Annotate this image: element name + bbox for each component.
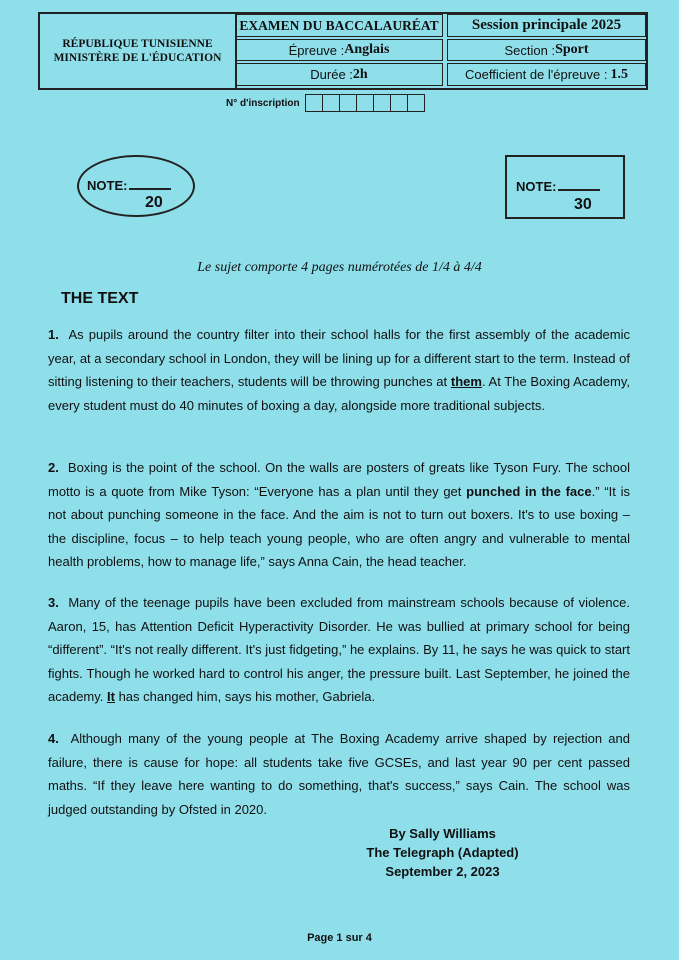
coefficient-cell [447,63,646,86]
bold-phrase: punched in the face [466,483,592,499]
paragraph-text: .” “It is not about punching someone in the face. And the aim is not to turn out boxers. It's to use boxing – the discipline, focus – to help teach young people, who are often angry and vulnerable to mental health problems, how to manage life,” says Anna Cain, the head teacher. [48,483,631,569]
section-label: Section : [504,42,556,58]
paragraph-number: 3. [48,595,59,610]
note-right-row [516,178,600,196]
country-name: RÉPUBLIQUE TUNISIENNE [62,38,213,50]
page-number: Page 1 sur 4 [307,932,372,944]
duree-cell [235,63,443,86]
paragraph-text: As pupils around the country filter into their school halls for the first assembly of the academic year, at a secondary school in London, they will be lining up for a different start to the term. Instead of sitting listening to their teachers, students will be throwing punches at [48,327,630,389]
paragraph-2 [48,456,630,574]
note-right-line[interactable] [558,189,600,191]
paragraph-1 [48,323,630,417]
paragraph-text: Many of the teenage pupils have been excluded from mainstream schools because of violence. Aaron, 15, has Attention Deficit Hyperactivity Disorder. He was bullied at primary school for being “different”. “It's not really different. It's just fidgeting,” he explains. By 11, he says he was quick to start fights. Though he worked hard to control his anger, the pressure built. Last September, he joined the academy. [48,595,630,704]
institution-block [40,14,237,88]
paragraph-text: has changed him, says his mother, Gabriela. [114,689,376,704]
paragraph-text: Although many of the young people at The Boxing Academy arrive shaped by rejection and failure, there is cause for hope: all students take five GCSEs, and last year 90 per cent passed maths. “If they leave here wanting to do something, that's success,” says Cain. The school was judged outstanding by Ofsted in 2020. [48,731,630,817]
note-oval [77,155,195,217]
signature-block [300,824,585,881]
duree-value: 2h [352,66,368,82]
underlined-word: It [107,689,115,704]
inscription-digit-box[interactable] [356,94,374,112]
epreuve-value: Anglais [344,42,390,57]
section-value: Sport [555,42,589,57]
exam-title: EXAMEN DU BACCALAURÉAT [235,14,443,37]
note-right-label: NOTE: [516,179,557,194]
note-box [505,155,625,219]
note-left-row [87,177,171,195]
inscription-boxes[interactable] [306,94,425,112]
paragraph-3 [48,591,630,709]
underlined-word: them [450,374,482,389]
inscription-digit-box[interactable] [407,94,425,112]
inscription-digit-box[interactable] [339,94,357,112]
session-title: Session principale 2025 [447,14,646,37]
inscription-digit-box[interactable] [305,94,323,112]
paragraph-4 [48,727,630,821]
inscription-label: N° d'inscription [226,98,300,109]
ministry-name: MINISTÈRE DE L'ÉDUCATION [53,52,222,64]
epreuve-label: Épreuve : [288,42,345,58]
paragraph-number: 4. [48,731,59,746]
note-left-label: NOTE: [87,178,128,193]
paragraph-text: Boxing is the point of the school. On the walls are posters of greats like Tyson Fury. The school motto is a quote from Mike Tyson: “Everyone has a plan until they get [48,460,630,499]
paragraph-number: 2. [48,460,59,475]
section-cell [447,39,646,61]
coefficient-value: 1.5 [610,66,628,82]
date-line: September 2, 2023 [385,864,500,879]
note-right-value: 30 [574,196,592,213]
inscription-digit-box[interactable] [373,94,391,112]
section-heading: THE TEXT [61,290,139,307]
paragraph-number: 1. [48,327,59,342]
note-left-line[interactable] [129,188,171,190]
inscription-digit-box[interactable] [322,94,340,112]
epreuve-cell [235,39,443,61]
coefficient-label: Coefficient de l'épreuve : [465,67,608,82]
duree-label: Durée : [310,67,353,82]
note-left-value: 20 [145,194,163,211]
exam-header [38,12,648,90]
paragraph-text: . At The Boxing Academy, every student must do 40 minutes of boxing a day, alongside more traditional subjects. [48,374,630,413]
source-line: The Telegraph (Adapted) [366,845,519,860]
author-line: By Sally Williams [389,826,496,841]
inscription-digit-box[interactable] [390,94,408,112]
page-count-notice: Le sujet comporte 4 pages numérotées de 1/4 à 4/4 [197,260,482,275]
